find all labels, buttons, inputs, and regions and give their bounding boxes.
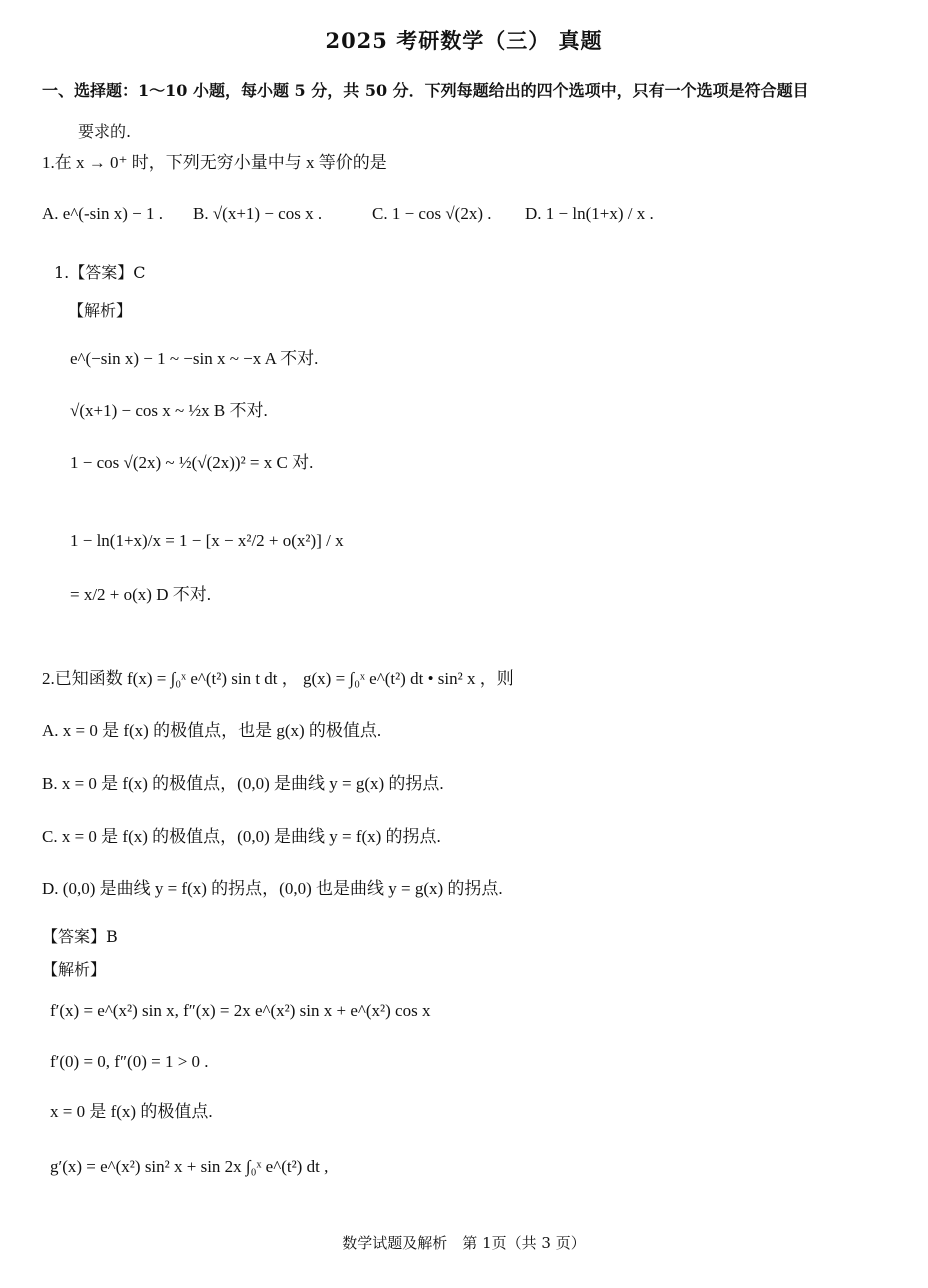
q1-analysis-line: = x/2 + o(x) D 不对. <box>70 585 211 604</box>
q1-option-c: C. 1 − cos √(2x) . <box>372 204 492 223</box>
q2-option-d: D. (0,0) 是曲线 y = f(x) 的拐点，(0,0) 也是曲线 y = g(x) 的拐点. <box>42 879 503 898</box>
page-footer: 数学试题及解析 第 1页（共 3 页） <box>342 1234 586 1252</box>
section-heading-continued: 要求的. <box>78 122 132 141</box>
q2-option-b: B. x = 0 是 f(x) 的极值点，(0,0) 是曲线 y = g(x) 的拐点. <box>42 774 444 793</box>
q2-answer: 【答案】B <box>42 927 118 946</box>
q2-analysis-line: g′(x) = e^(x²) sin² x + sin 2x ∫₀ˣ e^(t²) dt , <box>50 1157 329 1176</box>
section-heading: 一、选择题：1～10 小题，每小题 5 分，共 50 分．下列每题给出的四个选项中，只有一个选项是符合题目 <box>42 81 809 100</box>
q1-analysis-line: 1 − cos √(2x) ~ ½(√(2x))² = x C 对. <box>70 453 314 472</box>
q2-option-a: A. x = 0 是 f(x) 的极值点，也是 g(x) 的极值点. <box>42 721 382 740</box>
q2-analysis-line: x = 0 是 f(x) 的极值点. <box>50 1102 213 1121</box>
q1-option-d: D. 1 − ln(1+x) / x . <box>525 204 654 223</box>
q1-analysis-label: 【解析】 <box>68 301 133 320</box>
q2-option-c: C. x = 0 是 f(x) 的极值点，(0,0) 是曲线 y = f(x) 的拐点. <box>42 827 441 846</box>
q1-answer: 1.【答案】C <box>54 263 146 282</box>
q1-analysis-line: √(x+1) − cos x ~ ½x B 不对. <box>70 401 268 420</box>
q2-analysis-label: 【解析】 <box>42 960 107 979</box>
q2-analysis-line: f′(0) = 0, f″(0) = 1 > 0 . <box>50 1052 209 1071</box>
q1-stem: 1.在 x → 0⁺ 时，下列无穷小量中与 x 等价的是 <box>42 153 387 172</box>
q1-option-a: A. e^(-sin x) − 1 . <box>42 204 163 223</box>
q1-analysis-line: e^(−sin x) − 1 ~ −sin x ~ −x A 不对. <box>70 349 319 368</box>
q1-analysis-line: 1 − ln(1+x)/x = 1 − [x − x²/2 + o(x²)] / x <box>70 531 344 550</box>
q1-option-b: B. √(x+1) − cos x . <box>193 204 323 223</box>
q2-stem: 2.已知函数 f(x) = ∫₀ˣ e^(t²) sin t dt ， g(x) = ∫₀ˣ e^(t²) dt • sin² x ，则 <box>42 669 514 688</box>
q2-analysis-line: f′(x) = e^(x²) sin x, f″(x) = 2x e^(x²) sin x + e^(x²) cos x <box>50 1001 431 1020</box>
page-title: 2025 考研数学（三） 真题 <box>325 28 603 53</box>
